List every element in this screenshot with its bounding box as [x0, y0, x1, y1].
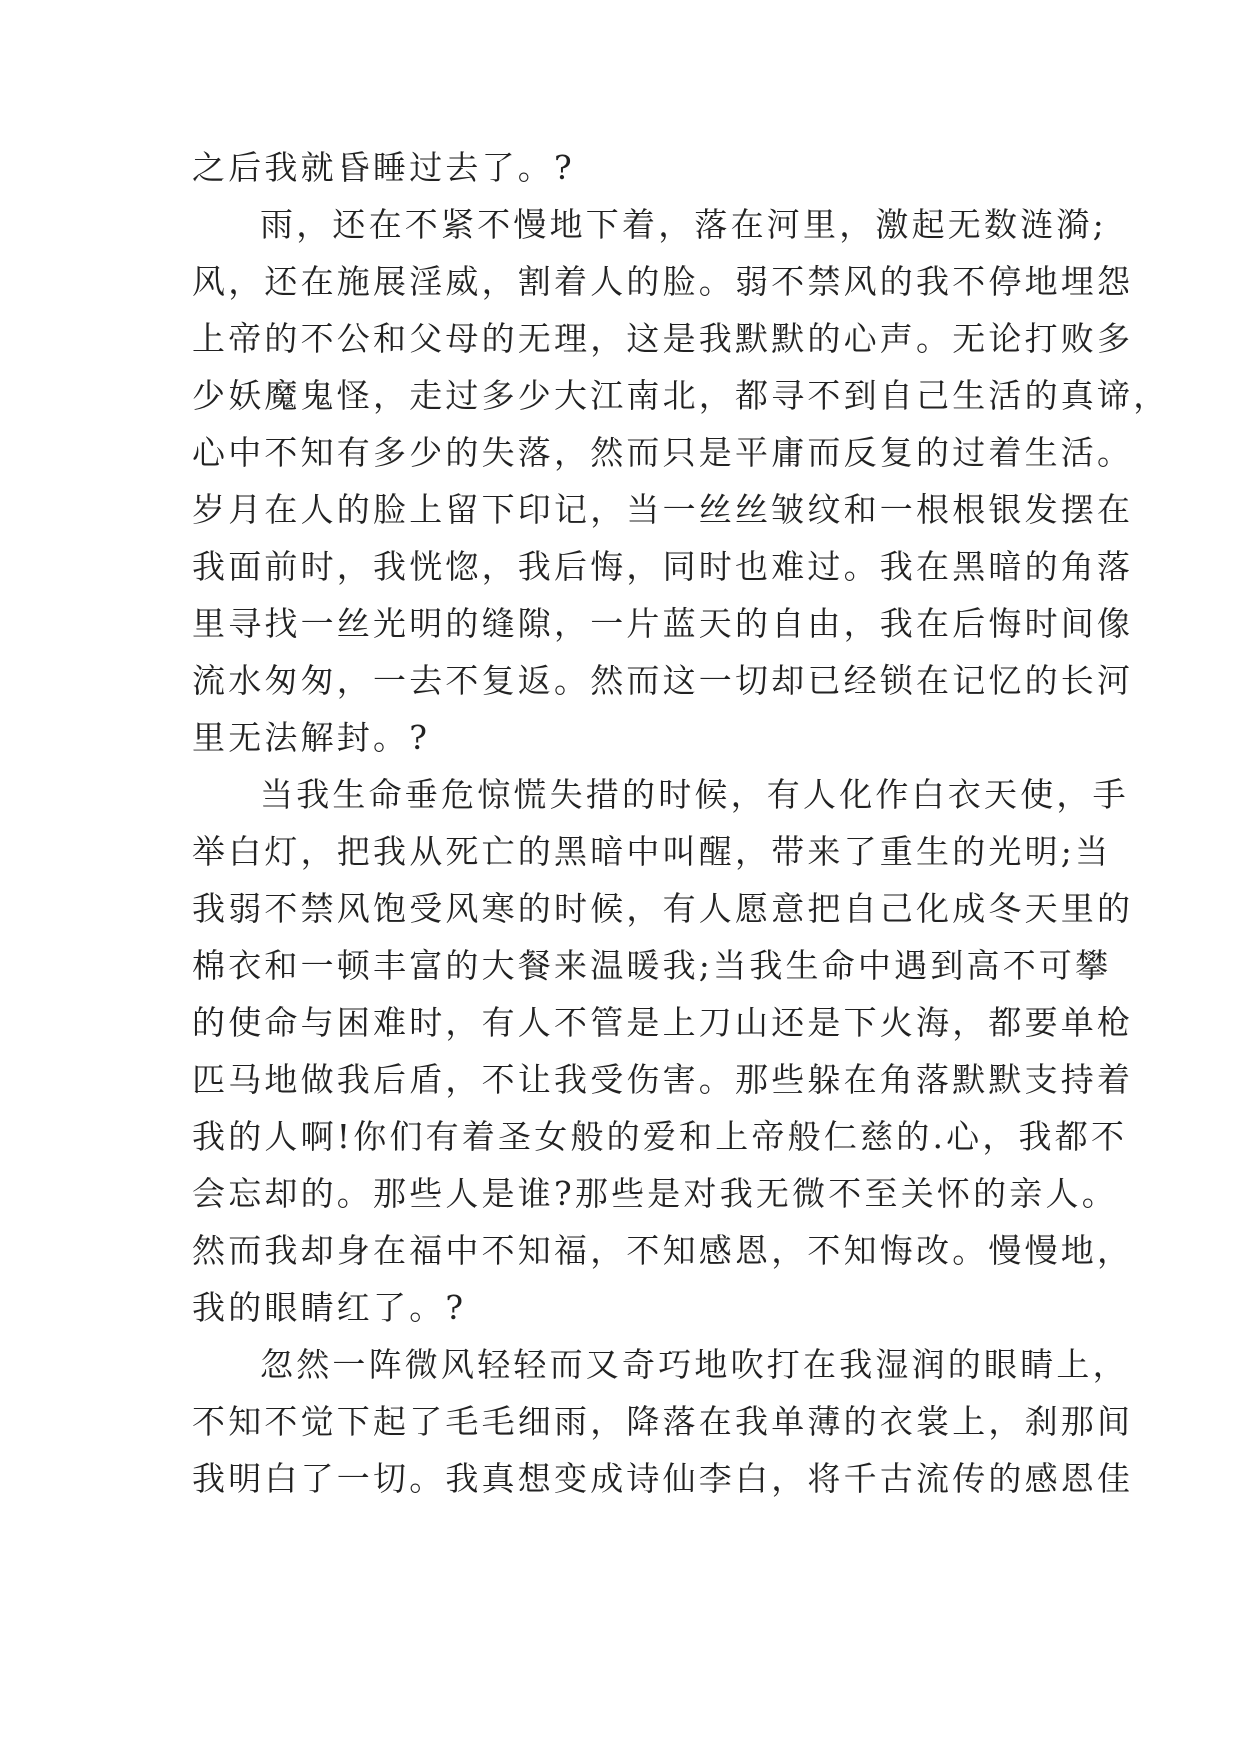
text-line: 我面前时，我恍惚，我后悔，同时也难过。我在黑暗的角落	[192, 547, 1134, 586]
text-line: 会忘却的。那些人是谁?那些是对我无微不至关怀的亲人。	[192, 1174, 1118, 1213]
text-line: 里无法解封。?	[192, 718, 431, 757]
text-line: 风，还在施展淫威，割着人的脸。弱不禁风的我不停地埋怨	[192, 262, 1134, 301]
text-line: 之后我就昏睡过去了。?	[192, 148, 575, 187]
text-line: 举白灯，把我从死亡的黑暗中叫醒，带来了重生的光明;当	[192, 832, 1112, 871]
text-line: 我的眼睛红了。?	[192, 1288, 467, 1327]
text-line: 上帝的不公和父母的无理，这是我默默的心声。无论打败多	[192, 319, 1134, 358]
text-line: 流水匆匆，一去不复返。然而这一切却已经锁在记忆的长河	[192, 661, 1134, 700]
text-line: 匹马地做我后盾，不让我受伤害。那些躲在角落默默支持着	[192, 1060, 1134, 1099]
text-line: 雨，还在不紧不慢地下着，落在河里，激起无数涟漪;	[260, 205, 1107, 244]
text-line: 当我生命垂危惊慌失措的时候，有人化作白衣天使，手	[260, 775, 1129, 814]
text-line: 我弱不禁风饱受风寒的时候，有人愿意把自己化成冬天里的	[192, 889, 1134, 928]
text-line: 棉衣和一顿丰富的大餐来温暖我;当我生命中遇到高不可攀	[192, 946, 1112, 985]
text-line: 少妖魔鬼怪，走过多少大江南北，都寻不到自己生活的真谛，	[192, 376, 1170, 415]
text-line: 岁月在人的脸上留下印记，当一丝丝皱纹和一根根银发摆在	[192, 490, 1134, 529]
text-line: 我的人啊!你们有着圣女般的爱和上帝般仁慈的.心，我都不	[192, 1117, 1128, 1156]
text-line: 心中不知有多少的失落，然而只是平庸而反复的过着生活。	[192, 433, 1134, 472]
text-line: 忽然一阵微风轻轻而又奇巧地吹打在我湿润的眼睛上，	[260, 1345, 1129, 1384]
text-line: 的使命与困难时，有人不管是上刀山还是下火海，都要单枪	[192, 1003, 1134, 1042]
text-line: 然而我却身在福中不知福，不知感恩，不知悔改。慢慢地，	[192, 1231, 1134, 1270]
text-line: 我明白了一切。我真想变成诗仙李白，将千古流传的感恩佳	[192, 1459, 1134, 1498]
text-line: 不知不觉下起了毛毛细雨，降落在我单薄的衣裳上，刹那间	[192, 1402, 1134, 1441]
text-line: 里寻找一丝光明的缝隙，一片蓝天的自由，我在后悔时间像	[192, 604, 1134, 643]
